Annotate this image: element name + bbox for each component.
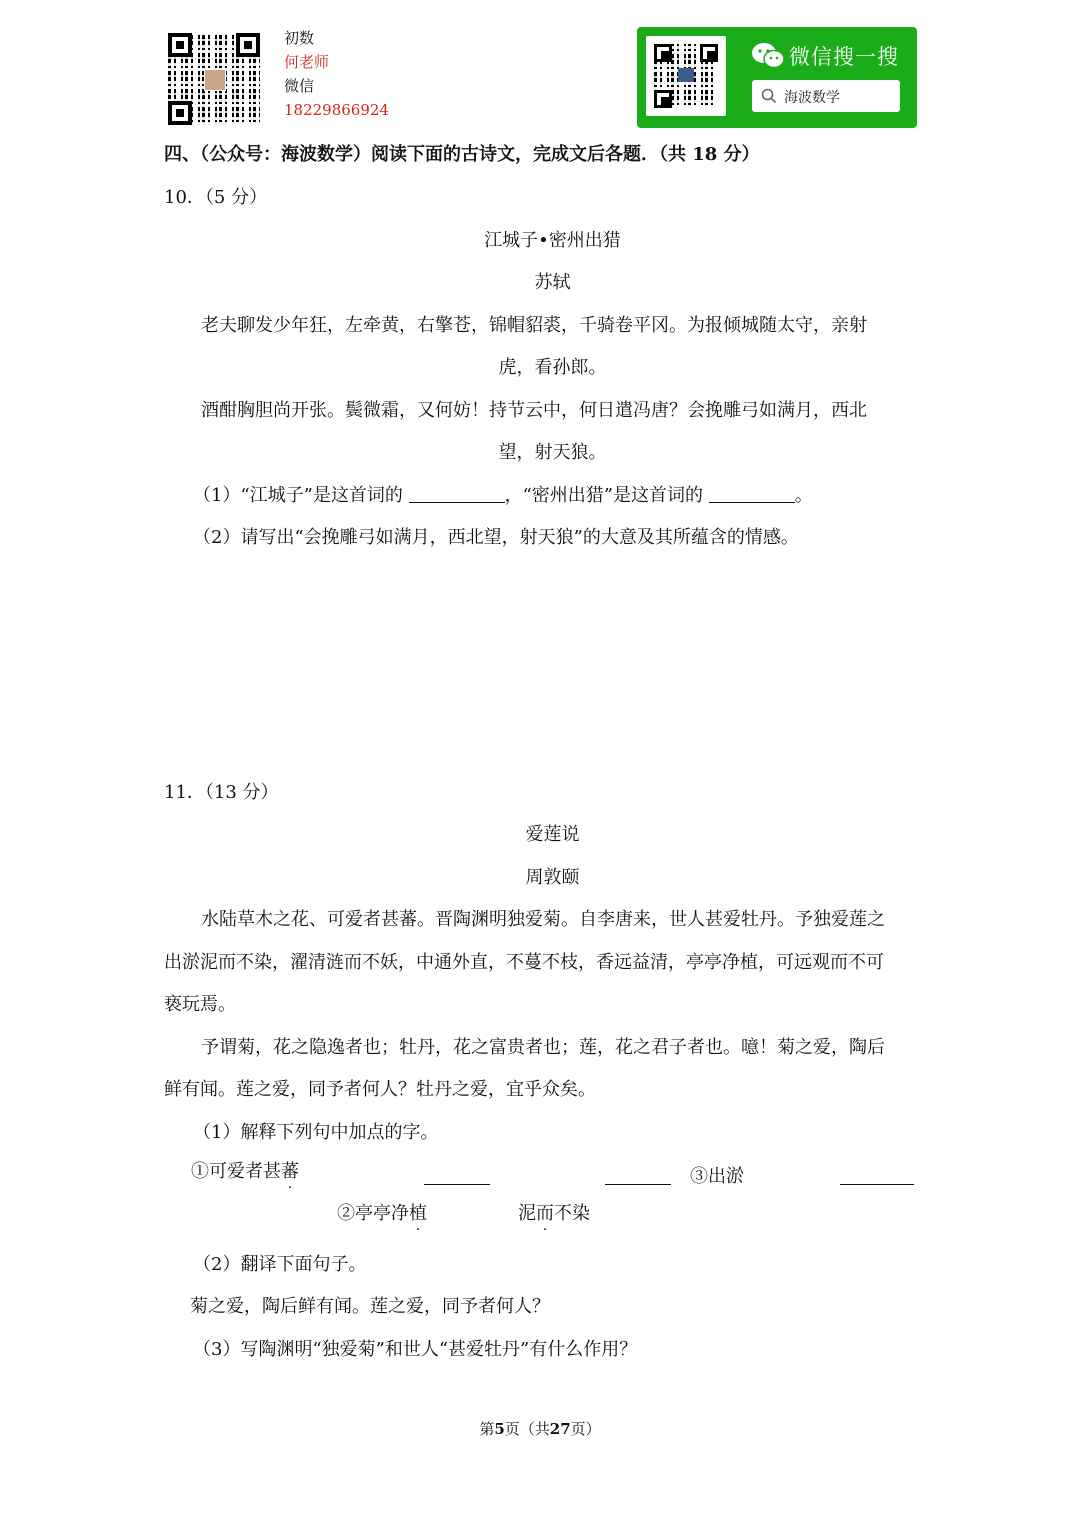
q10-poem-title: 江城子•密州出猎 <box>484 230 621 251</box>
q11-number: 11．（13 分） <box>164 782 279 803</box>
total-pages: 27 <box>549 1420 571 1438</box>
q11-p1-line2: 出淤泥而不染，濯清涟而不妖，中通外直，不蔓不枝，香远益清，亭亭净植，可远观而不可 <box>164 952 884 973</box>
q11-sub2: （2）翻译下面句子。 <box>193 1254 367 1275</box>
page-footer: 第5页（共27页） <box>479 1420 601 1438</box>
q10-blank-2[interactable] <box>709 482 795 503</box>
q11-blank-3[interactable] <box>840 1164 914 1185</box>
q11-blank-2[interactable] <box>605 1164 671 1185</box>
q10-number: 10．（5 分） <box>164 187 268 208</box>
contact-phone: 18229866924 <box>284 101 389 119</box>
q11-blank-1[interactable] <box>424 1164 490 1185</box>
qr-code-left <box>168 33 260 125</box>
contact-teacher: 何老师 <box>284 53 330 71</box>
wechat-search-box[interactable] <box>752 80 900 112</box>
q11-p1-line3: 亵玩焉。 <box>164 994 236 1015</box>
page-number: 5 <box>494 1420 505 1438</box>
section-heading: 四、（公众号：海波数学）阅读下面的古诗文，完成文后各题．（共 18 分） <box>164 144 760 165</box>
contact-wechat-label: 微信 <box>284 77 315 95</box>
q10-blank-1[interactable] <box>409 482 505 503</box>
q10-poem-line-1a: 老夫聊发少年狂，左牵黄，右擎苍，锦帽貂裘，千骑卷平冈。为报倾城随太守，亲射 <box>201 315 867 336</box>
q11-title: 爱莲说 <box>525 824 580 845</box>
q11-p1-line1: 水陆草木之花、可爱者甚蕃。晋陶渊明独爱菊。自李唐来，世人甚爱牡丹。予独爱莲之 <box>201 909 885 930</box>
q10-poem-line-2b: 望，射天狼。 <box>498 442 607 463</box>
q11-item1: ①可爱者甚蕃 <box>191 1161 299 1182</box>
search-icon <box>761 88 777 104</box>
q11-item2: ②亭亭净植 <box>337 1203 427 1224</box>
wechat-search-title: 微信搜一搜 <box>789 45 899 69</box>
contact-block <box>284 26 389 122</box>
wechat-qr-frame <box>646 36 726 116</box>
qr-code-right <box>654 44 718 108</box>
wechat-search-banner[interactable] <box>637 27 917 128</box>
q11-p2-line1: 予谓菊，花之隐逸者也；牡丹，花之富贵者也；莲，花之君子者也。噫！菊之爱，陶后 <box>201 1037 885 1058</box>
contact-subject: 初数 <box>284 29 315 47</box>
q10-poem-line-1b: 虎，看孙郎。 <box>498 357 607 378</box>
q11-item3: ③出淤 <box>690 1166 744 1187</box>
q10-author: 苏轼 <box>534 272 571 293</box>
q10-poem-line-2a: 酒酣胸胆尚开张。鬓微霜，又何妨！持节云中，何日遣冯唐？会挽雕弓如满月，西北 <box>201 400 867 421</box>
q11-p2-line2: 鲜有闻。莲之爱，同予者何人？牡丹之爱，宜乎众矣。 <box>164 1079 596 1100</box>
q11-sub3: （3）写陶渊明“独爱菊”和世人“甚爱牡丹”有什么作用？ <box>193 1339 638 1360</box>
q10-sub2: （2）请写出“会挽雕弓如满月，西北望，射天狼”的大意及其所蕴含的情感。 <box>193 527 799 548</box>
q11-item4: 泥而不染 <box>518 1203 590 1224</box>
q10-sub1: （1）“江城子”是这首词的 ，“密州出猎”是这首词的 。 <box>193 481 813 507</box>
q11-sub1: （1）解释下列句中加点的字。 <box>193 1122 439 1143</box>
wechat-logo-icon <box>750 41 786 71</box>
q11-author: 周敦颐 <box>525 867 580 888</box>
q11-sub2-text: 菊之爱，陶后鲜有闻。莲之爱，同予者何人？ <box>190 1296 550 1317</box>
wechat-search-text: 海波数学 <box>784 90 840 106</box>
